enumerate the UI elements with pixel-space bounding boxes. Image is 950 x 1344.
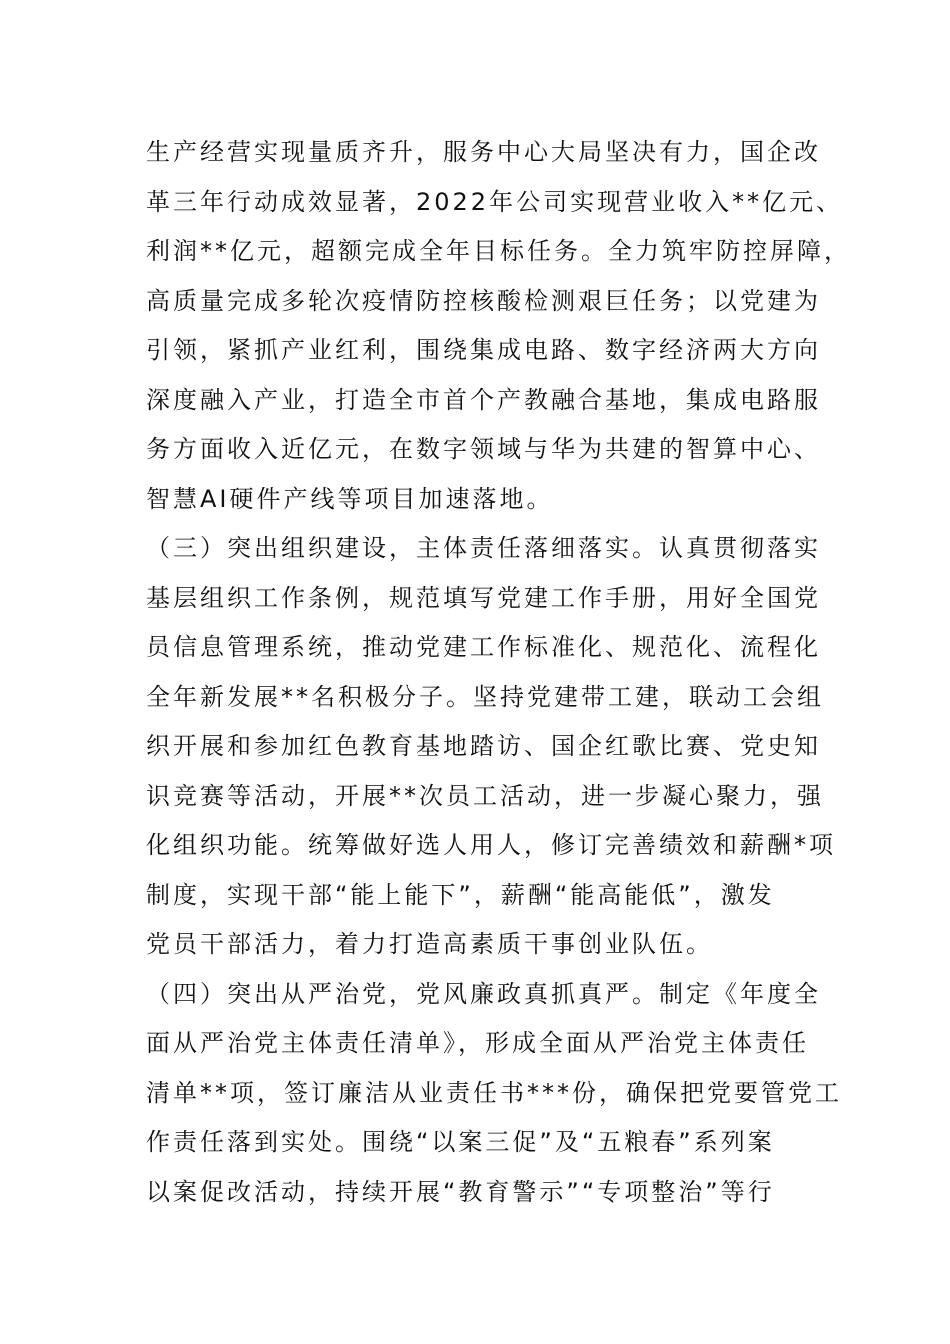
text-line-15: 化组织功能。统筹做好选人用人，修订完善绩效和薪酬*项 (146, 831, 836, 859)
text-line-16: 制度，实现干部“能上能下”，薪酬“能高能低”，激发 (146, 880, 775, 909)
text-line-20: 清单**项，签订廉洁从业责任书***份，确保把党要管党工 (146, 1078, 842, 1107)
text-line-14: 识竞赛等活动，开展**次员工活动，进一步凝心聚力，强 (146, 781, 824, 810)
document-body (146, 128, 851, 1217)
text-line-18: （四）突出从严治党，党风廉政真抓真严。制定《年度全 (146, 979, 821, 1008)
text-line-17: 党员干部活力，着力打造高素质干事创业队伍。 (146, 930, 713, 958)
text-line-13: 织开展和参加红色教育基地踏访、国企红歌比赛、党史知 (146, 732, 821, 760)
text-line-21: 作责任落到实处。围绕“以案三促”及“五粮春”系列案 (146, 1128, 775, 1156)
text-line-3: 利润**亿元，超额完成全年目标任务。全力筑牢防控屏障， (146, 237, 851, 265)
text-line-11: 员信息管理系统，推动党建工作标准化、规范化、流程化 (146, 633, 821, 661)
text-line-7: 务方面收入近亿元，在数字领域与华为共建的智算中心、 (146, 435, 821, 463)
text-line-19: 面从严治党主体责任清单》，形成全面从严治党主体责任 (146, 1029, 809, 1057)
text-line-22: 以案促改活动，持续开展“教育警示”“专项整治”等行 (146, 1177, 775, 1206)
text-line-12: 全年新发展**名积极分子。坚持党建带工建，联动工会组 (146, 682, 824, 711)
text-line-6: 深度融入产业，打造全市首个产教融合基地，集成电路服 (146, 385, 821, 414)
text-line-4: 高质量完成多轮次疫情防控核酸检测艰巨任务；以党建为 (146, 286, 821, 315)
text-line-5: 引领，紧抓产业红利，围绕集成电路、数字经济两大方向 (146, 336, 821, 364)
text-line-10: 基层组织工作条例，规范填写党建工作手册，用好全国党 (146, 583, 821, 612)
text-line-2: 革三年行动成效显著，2022年公司实现营业收入**亿元、 (146, 187, 844, 216)
text-line-9: （三）突出组织建设，主体责任落细落实。认真贯彻落实 (146, 534, 821, 562)
text-line-8: 智慧AI硬件产线等项目加速落地。 (146, 484, 554, 513)
text-line-1: 生产经营实现量质齐升，服务中心大局坚决有力，国企改 (146, 138, 821, 166)
